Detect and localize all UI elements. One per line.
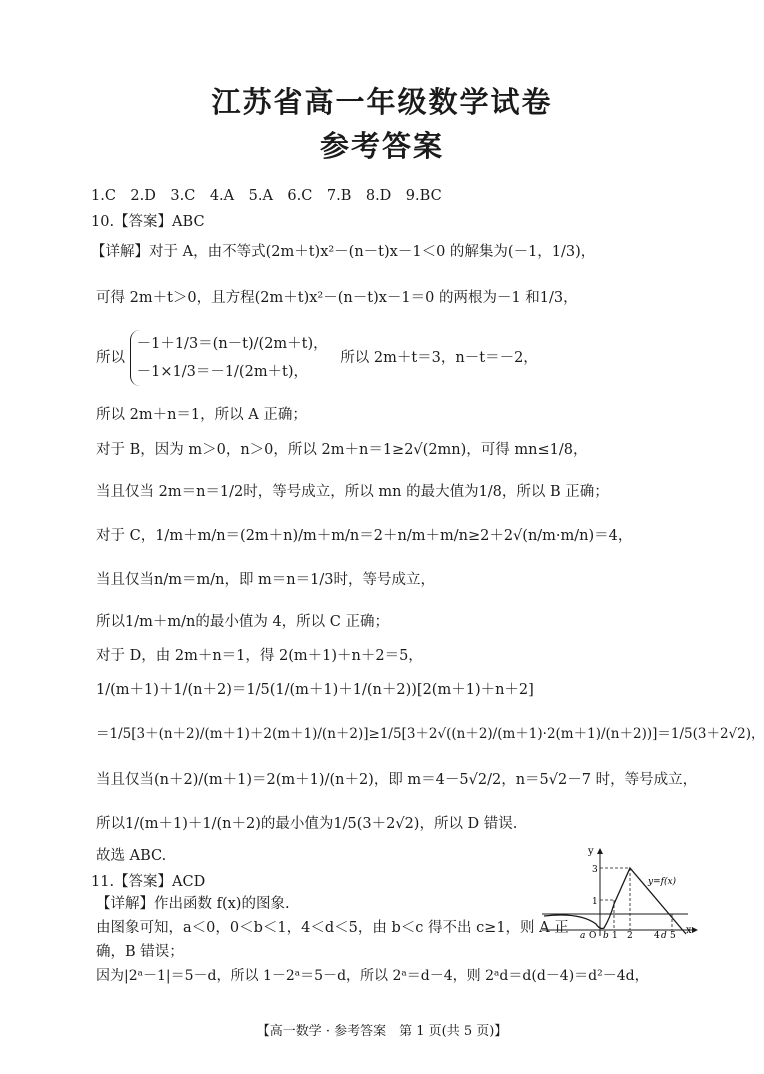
q10-label: 10.【答案】ABC: [91, 214, 205, 230]
q10-line-14: 故选 ABC.: [96, 848, 167, 864]
q10-system: [96, 330, 538, 390]
x-axis-label: x: [686, 925, 692, 936]
xtick-2: 2: [627, 931, 633, 938]
xtick-a: a: [580, 931, 586, 938]
q10-line-1: [91, 242, 595, 262]
q10-line-1-text: 【详解】对于 A，由不等式(2m＋t)x²－(n－t)x－1＜0 的解集为: [91, 244, 508, 260]
q10-system-eq2: －1×1/3＝－1/(2m＋t)，: [136, 364, 309, 380]
function-label: y=f(x): [648, 877, 677, 887]
y-axis-arrow: [597, 848, 603, 854]
ytick-3: 3: [592, 865, 598, 875]
answers-line: 1.C 2.D 3.C 4.A 5.A 6.C 7.B 8.D 9.BC: [91, 188, 442, 204]
xtick-1: 1: [612, 931, 618, 938]
x-axis-arrow: [692, 927, 698, 933]
xtick-d: d: [661, 931, 667, 938]
xtick-origin: O: [589, 931, 597, 938]
xtick-b: b: [603, 931, 609, 938]
q10-line-6: 对于 C，1/m＋m/n＝(2m＋n)/m＋m/n＝2＋n/m＋m/n≥2＋2√(n/m·m/n)＝4，: [96, 528, 633, 544]
q10-line-13: 所以1/(m＋1)＋1/(n＋2)的最小值为1/5(3＋2√2)，所以 D 错误.: [96, 816, 518, 832]
q10-line-5: 当且仅当 2m＝n＝1/2时，等号成立，所以 mn 的最大值为1/8，所以 B 正确；: [96, 484, 609, 500]
q10-line-2: [96, 288, 578, 308]
q10-line-10: 1/(m＋1)＋1/(n＋2)＝1/5(1/(m＋1)＋1/(n＋2))[2(m＋1)＋n＋2]: [96, 682, 534, 698]
function-graph: [540, 842, 700, 938]
xtick-4: 4: [654, 931, 660, 938]
q11-line-4: 因为|2ᵃ－1|＝5－d，所以 1－2ᵃ＝5－d，所以 2ᵃ＝d－4，则 2ᵃd＝d(d－4)＝d²－4d，: [96, 968, 649, 984]
ytick-1: 1: [592, 897, 598, 907]
q10-system-eq1: －1＋1/3＝(n－t)/(2m＋t)，: [136, 336, 328, 352]
q10-line-2-text: 可得 2m＋t＞0，且方程(2m＋t)x²－(n－t)x－1＝0 的两根为－1 和: [96, 290, 540, 306]
q10-line-11: ＝1/5[3＋(n＋2)/(m＋1)＋2(m＋1)/(n＋2)]≥1/5[3＋2√((n＋2)/(m＋1)·2(m＋1)/(n＋2))]＝1/5(3＋2√2)，: [96, 726, 764, 742]
q10-line-1-end: (－1，1/3)，: [507, 244, 596, 260]
xtick-5: 5: [670, 931, 676, 938]
q10-line-4: 对于 B，因为 m＞0，n＞0，所以 2m＋n＝1≥2√(2mn)，可得 mn≤1/8，: [96, 442, 588, 458]
q10-line-2-end: 1/3，: [539, 290, 578, 306]
page-footer: 【高一数学 · 参考答案 第 1 页(共 5 页)】: [256, 1024, 508, 1039]
page-title: 江苏省高一年级数学试卷: [211, 85, 553, 119]
q11-line-2: 由图象可知，a＜0，0＜b＜1，4＜d＜5，由 b＜c 得不出 c≥1，则 A 正: [96, 920, 569, 936]
q11-line-3: 确，B 错误；: [96, 944, 184, 960]
q10-line-12: 当且仅当(n＋2)/(m＋1)＝2(m＋1)/(n＋2)，即 m＝4－5√2/2，n＝5√2－7 时，等号成立，: [96, 772, 698, 788]
q10-line-7: 当且仅当n/m＝m/n，即 m＝n＝1/3时，等号成立，: [96, 572, 435, 588]
q11-line-1: 【详解】作出函数 f(x)的图象.: [96, 896, 290, 912]
q10-line-8: 所以1/m＋m/n的最小值为 4，所以 C 正确；: [96, 614, 389, 630]
q10-system-suffix: 所以 2m＋t＝3，n－t＝－2，: [340, 350, 538, 366]
page-subtitle: 参考答案: [319, 129, 444, 163]
q10-system-brace: [130, 330, 328, 386]
q11-label: 11.【答案】ACD: [91, 874, 206, 890]
q10-line-9: 对于 D，由 2m＋n＝1，得 2(m＋1)＋n＋2＝5，: [96, 648, 423, 664]
q10-line-3: 所以 2m＋n＝1，所以 A 正确；: [96, 407, 307, 423]
y-axis-label: y: [588, 846, 594, 857]
q10-system-prefix: 所以: [96, 350, 125, 366]
